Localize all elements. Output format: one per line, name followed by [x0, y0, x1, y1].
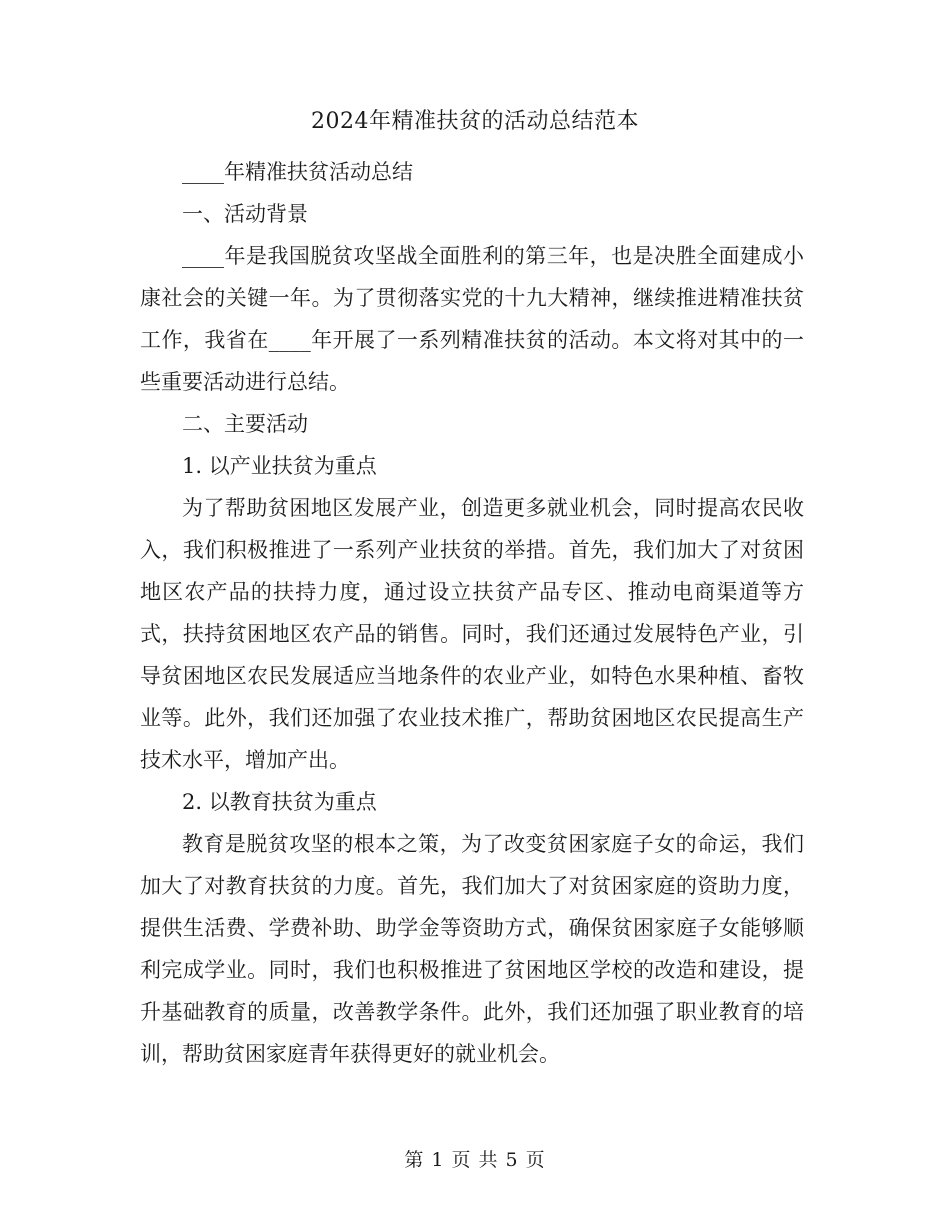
education-paragraph: 教育是脱贫攻坚的根本之策，为了改变贫困家庭子女的命运，我们加大了对教育扶贫的力度。首先，我们加大了对贫困家庭的资助力度，提供生活费、学费补助、助学金等资助方式，确保贫困家庭子女能够顺利完成学业。同时，我们也积极推进了贫困地区学校的改造和建设，提升基础教育的质量，改善教学条件。此外，我们还加强了职业教育的培训，帮助贫困家庭青年获得更好的就业机会。 [140, 832, 804, 1066]
section-heading-main-activities: 二、主要活动 [182, 412, 308, 436]
section-heading-background: 一、活动背景 [182, 202, 308, 226]
page-footer: 第 1 页 共 5 页 [404, 1149, 546, 1171]
subheading-industry: 1. 以产业扶贫为重点 [182, 454, 377, 478]
document-body [140, 151, 804, 1075]
subtitle-paragraph: ____年精准扶贫活动总结 [182, 160, 413, 184]
subheading-education: 2. 以教育扶贫为重点 [182, 790, 377, 814]
industry-paragraph: 为了帮助贫困地区发展产业，创造更多就业机会，同时提高农民收入，我们积极推进了一系列产业扶贫的举措。首先，我们加大了对贫困地区农产品的扶持力度，通过设立扶贫产品专区、推动电商渠道等方式，扶持贫困地区农产品的销售。同时，我们还通过发展特色产业，引导贫困地区农民发展适应当地条件的农业产业，如特色水果种植、畜牧业等。此外，我们还加强了农业技术推广，帮助贫困地区农民提高生产技术水平，增加产出。 [140, 496, 804, 772]
background-paragraph: ____年是我国脱贫攻坚战全面胜利的第三年，也是决胜全面建成小康社会的关键一年。为了贯彻落实党的十九大精神，继续推进精准扶贫工作，我省在____年开展了一系列精准扶贫的活动。本文将对其中的一些重要活动进行总结。 [140, 244, 804, 394]
document-title: 2024年精准扶贫的活动总结范本 [311, 109, 639, 134]
